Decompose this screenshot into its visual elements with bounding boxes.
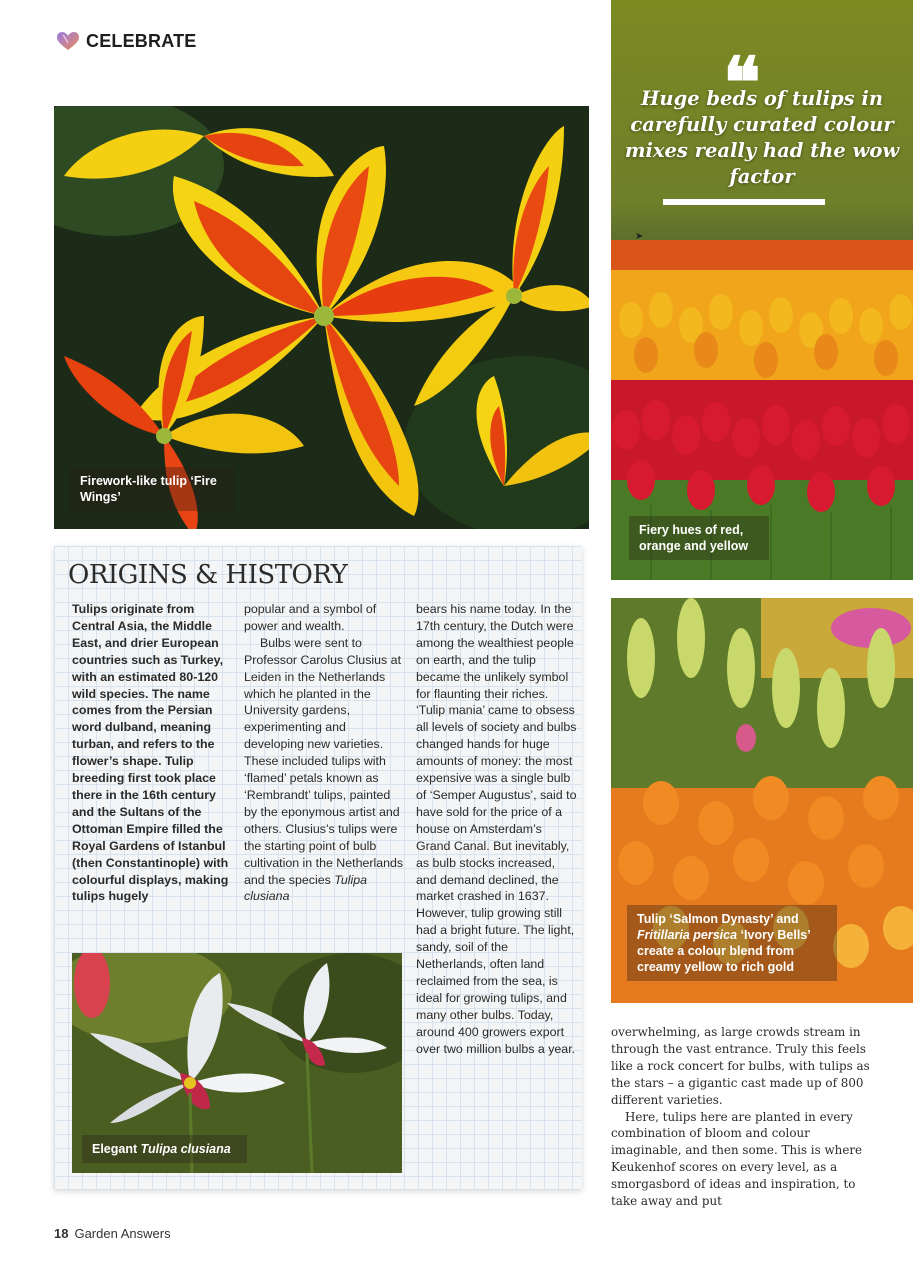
page-footer [54, 1226, 171, 1241]
heart-icon [56, 31, 80, 51]
main-photo-caption: Firework-like tulip ‘Fire Wings’ [70, 467, 234, 511]
panel-column-2 [244, 601, 404, 905]
quote-mark-icon: ❝ [723, 41, 761, 124]
col2-intro: popular and a symbol of power and wealth. [244, 602, 377, 633]
magazine-name: Garden Answers [74, 1226, 171, 1241]
caption-species: Fritillaria persica [637, 928, 738, 942]
salmon-photo-caption [627, 905, 837, 981]
pointer-arrow-icon: ➤ [635, 231, 644, 242]
body-paragraph-2-text: Here, tulips here are planted in every combination of bloom and colour imaginable, and then some. This is where Keukenhof scores on every level, as a smorgasbord of ideas and inspiration, to take away and put [611, 1109, 863, 1209]
panel-column-3: bears his name today. In the 17th century, the Dutch were among the wealthiest people on earth, and the tulip became the unlikely symbol for flaunting their riches. ‘Tulip mania’ came to obsess all levels of society and bulbs changed hands for huge amounts of money: the most expensive was a single bulb of ‘Semper Augustus’, said to have sold for the price of a house on Amsterdam’s Grand Canal. But inevitably, as bulb stocks increased, and demand declined, the market crashed in 1637. However, tulip growing still had a bright future. The light, sandy, soil of the Netherlands, often land reclaimed from the sea, is ideal for growing tulips, and many other bulbs. Today, around 400 growers export over two million bulbs a year. [416, 602, 577, 1056]
panel-column-1: Tulips originate from Central Asia, the Middle East, and drier European countries such as Turkey, with an estimated 80-120 wild species. The name comes from the Persian word dulband, meaning turban, and refers to the flower’s shape. Tulip breeding first took place there in the 16th century and the Sultans of the Ottoman Empire filled the Royal Gardens of Istanbul (then Constantinople) with colourful displays, making tulips hugely [72, 602, 229, 904]
keukenhof-tulip-beds-photo [611, 0, 913, 580]
panel-title: ORIGINS & HISTORY [68, 560, 348, 590]
quote-divider [663, 199, 825, 205]
col2-species-name: Tulipa clusiana [244, 872, 368, 904]
col2-body: Bulbs were sent to Professor Carolus Clusius at Leiden in the Netherlands which he planted in the University gardens, experimenting and developing new varieties. These included tulips with ‘flamed’ petals known as ‘Rembrandt’ tulips, painted by the eponymous artist and others. Clusius’s tulips were the starting point of bulb cultivation in the Netherlands and the species [244, 635, 404, 887]
body-paragraph-1: overwhelming, as large crowds stream in through the vast entrance. Truly this feels like a rock concert for bulbs, with tulips as the stars – a gigantic cast made up of 800 different varieties. [611, 1025, 870, 1107]
clusiana-photo-caption [82, 1135, 247, 1163]
fire-wings-tulip-photo [54, 106, 589, 529]
caption-text-end: ‘Ivory Bells’ create a colour blend from creamy yellow to rich gold [637, 928, 811, 974]
caption-text: Elegant [92, 1142, 138, 1156]
body-paragraph-2 [611, 1109, 873, 1210]
section-label: CELEBRATE [86, 30, 197, 51]
quote-photo-caption: Fiery hues of red, orange and yellow [629, 516, 769, 560]
tulipa-clusiana-photo [72, 953, 402, 1173]
page-number: 18 [54, 1226, 69, 1241]
salmon-dynasty-photo [611, 598, 913, 1003]
caption-text: Tulip ‘Salmon Dynasty’ and [637, 912, 799, 926]
section-header [56, 30, 196, 52]
caption-species: Tulipa clusiana [140, 1142, 231, 1156]
pull-quote: Huge beds of tulips in carefully curated colour mixes really had the wow factor [624, 87, 900, 188]
body-text [611, 1024, 873, 1210]
